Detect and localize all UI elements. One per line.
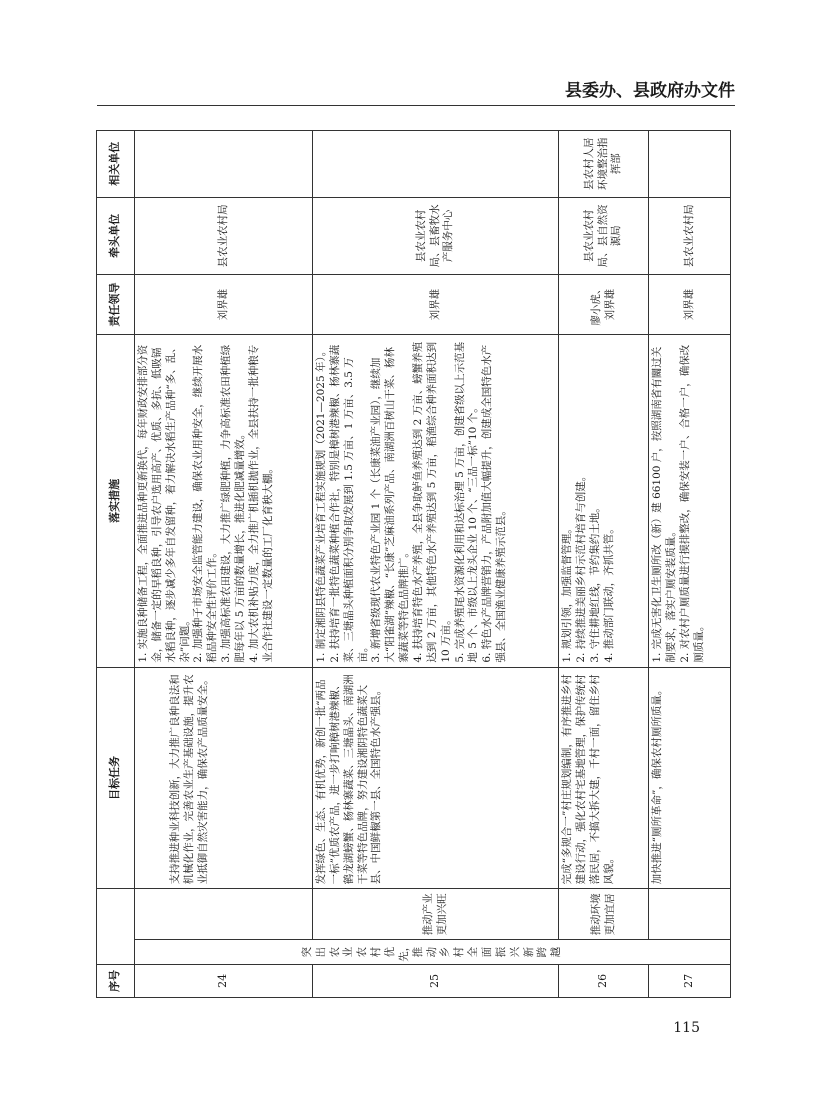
row-leader: 刘界雄 [135,275,313,335]
measure-item: 3. 守住耕地红线，节约集约土地。 [588,502,601,663]
measure-item: 1. 实施良种储备工程，全面推进品种更新换代，每年财政安排部分资金，储备一定的早稻良种，引导农户选用高产、优质、多抗、低吸镉水稻良种，逐步减少多年自发留种，着力解决水稻生产品种“多、乱、杂”问题。 [137,342,191,663]
rotated-table-container [96,130,730,998]
row-measures [135,335,313,668]
measure-item: 5. 完成养殖尾水资源化利用和达标治理 5 万亩，创建省级以上示范基地 5 个、市级以上龙头企业 10 个、“三品一标”10 个。 [453,341,480,663]
row-category: 推动产业更加兴旺 [313,889,559,940]
page-number: 115 [673,1020,700,1036]
row-measures [649,335,731,668]
row-seq: 27 [649,964,731,997]
measure-item: 2. 对农村户厕质量进行摸排整改，确保安装一户、合格一户，确保改厕质量。 [678,344,705,663]
measure-item: 2. 扶持培育一批特色蔬菜种植合作社，特别是樟树港辣椒、杨林寨蔬菜、三塘晶头种植面积分别争取发展到 1.5 万亩、1 万亩、3.5 万亩。 [328,344,369,663]
row-task: 完成“多规合一”村庄规划编制，有序推进乡村建设行动，强化农村宅基地管理，保护传统村落民居，不搞大拆大建，千村一面，留住乡村风貌。 [559,667,649,889]
document-header: 县委办、县政府办文件 [565,81,735,101]
row-related-unit [135,131,313,198]
measure-item: 1. 制定湘阴县特色蔬菜产业培育工程实施规划（2021—2025 年）。 [315,345,327,663]
measure-item: 4. 扶持培育特色水产养殖，全县争取鲈鱼养殖达到 2 万亩、螃蟹养殖达到 2 万亩，其他特色水产养殖达到 5 万亩，稻渔综合种养面积达到 10 万亩。 [412,341,452,663]
row-seq: 26 [559,964,649,997]
row-task: 加快推进“厕所革命”，确保农村厕所质量。 [649,667,731,889]
table-row [313,131,559,998]
row-measures [313,335,559,668]
header-rule [97,105,735,106]
row-leader: 刘界雄 [313,275,559,335]
row-leader: 廖小虎、刘界雄 [559,275,649,335]
row-category: 推动环境更加宜居 [559,889,649,940]
group-main-label: 突出农业农村优先，推动乡村全面振兴新跨越 [135,940,731,964]
col-header-measures: 落实措施 [97,335,135,668]
measure-item: 6. 特色水产品牌营销力，产品附加值大幅提升，创建成全国特色水产强县、全国渔业健康养殖示范县。 [481,344,508,663]
row-lead-unit: 县农业农村局 [135,197,313,275]
row-seq: 25 [313,964,559,997]
col-header-lead-unit: 牵头单位 [97,197,135,275]
measure-item: 1. 规划引领，加强监督管理。 [561,523,573,663]
measure-item: 3. 新增省级现代农业特色产业园 1 个（长康菜油产业园），继续加大“阳雀湖”辣椒、“长康”芝麻油系列产品、南湖洲百树山干菜、杨林寨蔬菜等特色品牌推广。 [370,347,411,663]
table-row [135,131,313,998]
row-lead-unit: 县农业农村局、县畜牧水产服务中心 [313,197,559,275]
row-lead-unit: 县农业农村局、县自然资源局 [559,197,649,275]
col-header-task: 目标任务 [97,667,135,889]
col-header-related-unit: 相关单位 [97,131,135,198]
measure-item: 4. 加大农机补贴力度，全力推广机插机抛作业，全县扶持一批种粮专业合作社建设一定数量的工厂化育秧大棚。 [247,344,274,663]
row-category [649,889,731,940]
row-related-unit [649,131,731,198]
row-category [135,889,313,940]
row-task: 支持推进种业科技创新，大力推广良种良法和机械化作业，完善农业生产基础设施，提升农业抵御自然灾害能力，确保农产品质量安全。 [135,667,313,889]
measure-item: 2. 加强种子市场安全监管能力建设，确保农业用种安全，继续开展水稻品种安全性评价工作。 [192,344,219,663]
table-row [559,131,649,998]
row-measures [559,335,649,668]
task-table [96,130,731,998]
row-related-unit [313,131,559,198]
measure-item: 4. 推动部门联动，齐抓共管。 [602,523,615,663]
table-row [649,131,731,998]
row-related-unit: 县农村人居环境整治指挥部 [559,131,649,198]
row-leader: 刘界雄 [649,275,731,335]
row-lead-unit: 县农业农村局 [649,197,731,275]
measure-item: 2. 持续推进美丽乡村示范村培育与创建。 [574,470,587,663]
col-header-leader: 责任领导 [97,275,135,335]
col-header-seq: 序号 [97,964,135,997]
measure-item: 3. 加强高标准农田建设，大力推广绿肥种植，力争高标准农田种植绿肥每年以 5 万亩的数量增长，推进化肥减量增效。 [220,344,247,663]
row-seq: 24 [135,964,313,997]
col-header-category [97,889,135,964]
row-task: 发挥绿色、生态、有机优势，新创一批“两品一标”优质农产品，进一步打响樟树港辣椒、鹤龙湖螃蟹、杨林寨蔬菜、三塘晶头、南湖洲干菜等特色品牌，努力建设湘阴特色蔬菜大县、中国鲜椒第一县、全国特色水产强县。 [313,667,559,889]
measure-item: 1. 完成无害化卫生厕所改（新）建 66100 户，按照湖南省有關过关制要求，落实户厕安装质量。 [651,346,677,663]
